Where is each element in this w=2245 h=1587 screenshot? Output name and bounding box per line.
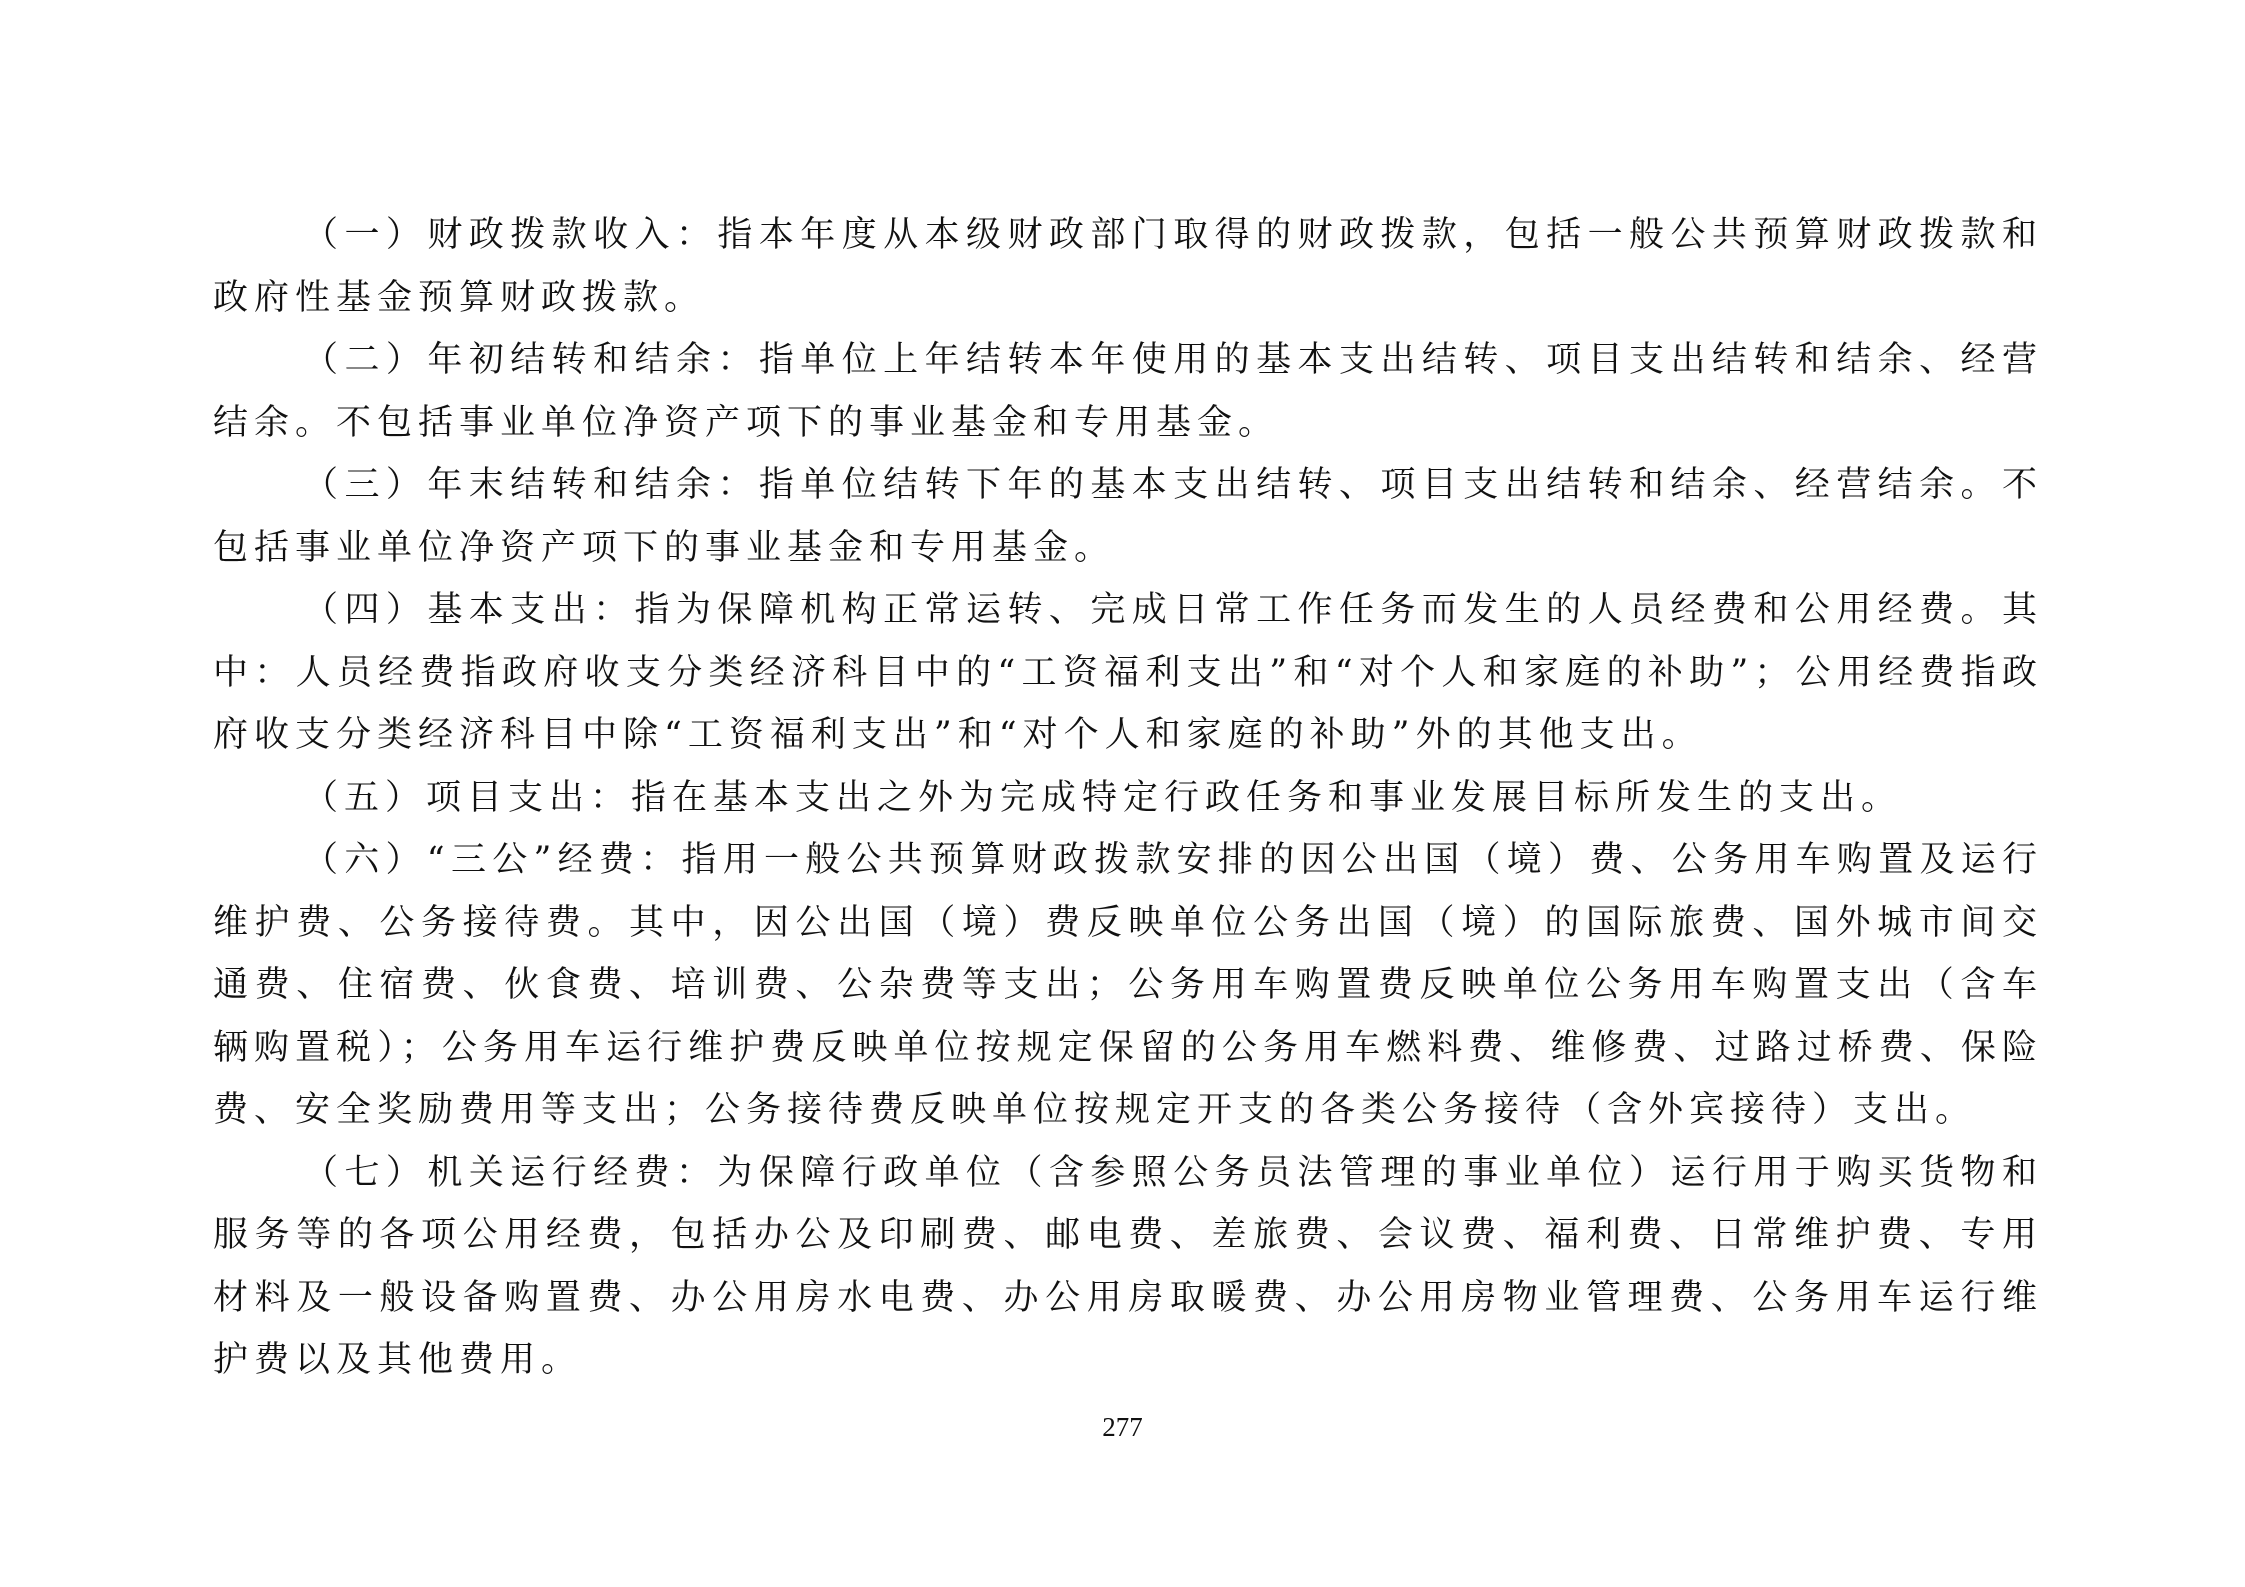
paragraph-beginning-carryover: （二）年初结转和结余：指单位上年结转本年使用的基本支出结转、项目支出结转和结余、经营结余。不包括事业单位净资产项下的事业基金和专用基金。	[213, 340, 2043, 443]
paragraph-basic-expenditure: （四）基本支出：指为保障机构正常运转、完成日常工作任务而发生的人员经费和公用经费。其中：人员经费指政府收支分类经济科目中的“工资福利支出”和“对个人和家庭的补助”；公用经费指政府收支分类经济科目中除“工资福利支出”和“对个人和家庭的补助”外的其他支出。	[213, 590, 2043, 755]
paragraph-project-expenditure: （五）项目支出：指在基本支出之外为完成特定行政任务和事业发展目标所发生的支出。	[303, 777, 1903, 818]
paragraph-fiscal-appropriation-income: （一）财政拨款收入：指本年度从本级财政部门取得的财政拨款，包括一般公共预算财政拨款和政府性基金预算财政拨款。	[213, 215, 2043, 318]
paragraph-three-public-expenses: （六）“三公”经费：指用一般公共预算财政拨款安排的因公出国（境）费、公务用车购置及运行维护费、公务接待费。其中，因公出国（境）费反映单位公务出国（境）的国际旅费、国外城市间交通费、住宿费、伙食费、培训费、公杂费等支出；公务用车购置费反映单位公务用车购置支出（含车辆购置税）；公务用车运行维护费反映单位按规定保留的公务用车燃料费、维修费、过路过桥费、保险费、安全奖励费用等支出；公务接待费反映单位按规定开支的各类公务接待（含外宾接待）支出。	[213, 840, 2043, 1130]
body-text	[213, 204, 2043, 1392]
paragraph-operating-expenses: （七）机关运行经费：为保障行政单位（含参照公务员法管理的事业单位）运行用于购买货物和服务等的各项公用经费，包括办公及印刷费、邮电费、差旅费、会议费、福利费、日常维护费、专用材料及一般设备购置费、办公用房水电费、办公用房取暖费、办公用房物业管理费、公务用车运行维护费以及其他费用。	[213, 1152, 2043, 1380]
paragraph-ending-carryover: （三）年末结转和结余：指单位结转下年的基本支出结转、项目支出结转和结余、经营结余。不包括事业单位净资产项下的事业基金和专用基金。	[213, 465, 2043, 568]
page-number: 277	[1102, 1412, 1143, 1442]
